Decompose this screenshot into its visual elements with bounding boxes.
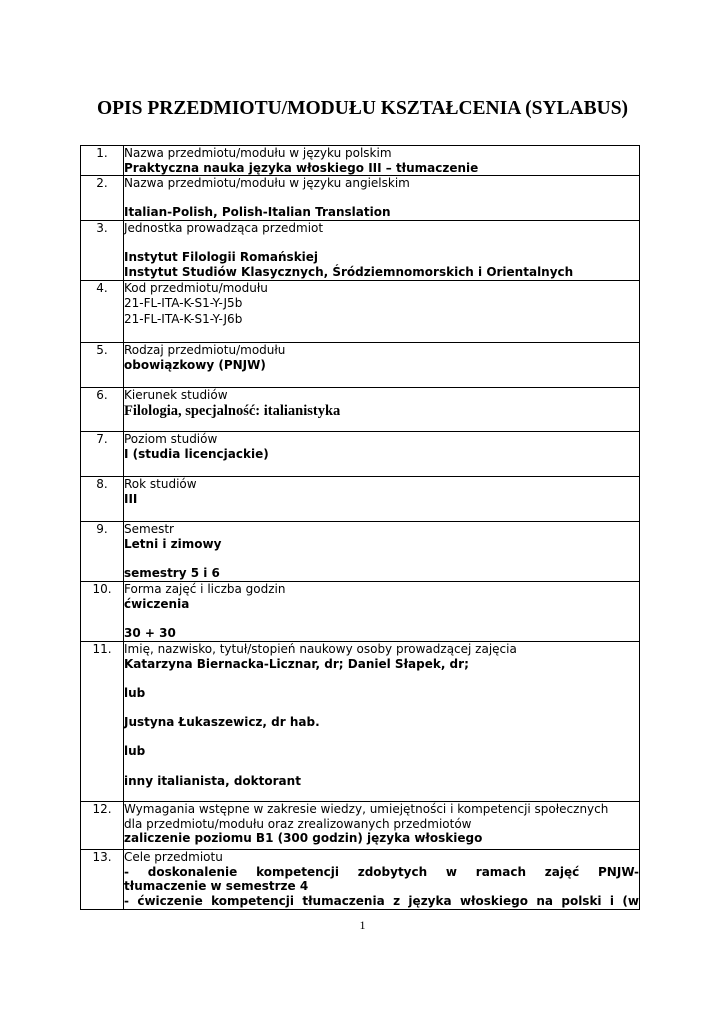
row-content [124,146,640,176]
table-row [81,388,640,432]
field-value: zaliczenie poziomu B1 (300 godzin) języka włoskiego [124,831,483,846]
field-label: Forma zajęć i liczba godzin [124,582,286,597]
field-value: Justyna Łukaszewicz, dr hab. [124,715,320,730]
field-label: Jednostka prowadząca przedmiot [124,221,324,236]
row-content [124,221,640,281]
row-content [124,176,640,221]
row-number: 1. [81,146,124,176]
field-label: Wymagania wstępne w zakresie wiedzy, umiejętności i kompetencji społecznych [124,802,609,817]
objective-line: - ćwiczenie kompetencji tłumaczenia z języka włoskiego na polski i (w [124,893,639,908]
table-row [81,221,640,281]
row-content [124,642,640,802]
row-number: 8. [81,477,124,522]
field-label: Semestr [124,522,174,537]
field-label: Poziom studiów [124,432,218,447]
row-content [124,522,640,582]
field-value: lub [124,744,146,759]
table-row [81,642,640,802]
row-number: 6. [81,388,124,432]
row-content [124,343,640,388]
row-content [124,388,640,432]
table-row [81,281,640,343]
page-number: 1 [359,918,366,932]
field-value: I (studia licencjackie) [124,446,269,461]
row-number: 5. [81,343,124,388]
table-row [81,582,640,642]
row-number: 10. [81,582,124,642]
field-value: lub [124,685,146,700]
row-content [124,432,640,477]
row-number: 7. [81,432,124,477]
page-title: OPIS PRZEDMIOTU/MODUŁU KSZTAŁCENIA (SYLABUS) [96,98,629,119]
table-row [81,850,640,909]
row-number: 4. [81,281,124,343]
table-row [81,432,640,477]
row-number: 13. [81,850,124,909]
table-row [81,343,640,388]
row-number: 9. [81,522,124,582]
table-row [81,176,640,221]
field-value: Instytut Studiów Klasycznych, Śródziemnomorskich i Orientalnych [124,264,574,279]
objective-line: tłumaczenie w semestrze 4 [124,879,309,894]
field-label: Rok studiów [124,477,197,492]
field-value: Filologia, specjalność: italianistyka [124,402,341,419]
course-code: 21-FL-ITA-K-S1-Y-J6b [124,312,243,327]
field-value: obowiązkowy (PNJW) [124,357,266,372]
field-label: Imię, nazwisko, tytuł/stopień naukowy osoby prowadzącej zajęcia [124,642,517,657]
field-label: Nazwa przedmiotu/modułu w języku polskim [124,146,392,160]
table-row [81,146,640,176]
field-value: Praktyczna nauka języka włoskiego III – tłumaczenie [124,160,479,175]
row-content [124,477,640,522]
field-value: Italian-Polish, Polish-Italian Translation [124,205,391,220]
field-value: Instytut Filologii Romańskiej [124,250,319,265]
table-row [81,522,640,582]
course-code: 21-FL-ITA-K-S1-Y-J5b [124,295,243,310]
row-number: 12. [81,802,124,850]
field-label: Cele przedmiotu [124,850,223,865]
field-value: inny italianista, doktorant [124,773,301,788]
field-label: dla przedmiotu/modułu oraz zrealizowanych przedmiotów [124,816,472,831]
row-content [124,802,640,850]
table-row [81,802,640,850]
row-content [124,281,640,343]
table-row [81,477,640,522]
field-value: ćwiczenia [124,596,190,611]
row-content [124,850,640,909]
field-label: Kierunek studiów [124,388,228,403]
row-number: 11. [81,642,124,802]
field-label: Nazwa przedmiotu/modułu w języku angielskim [124,176,410,191]
row-content [124,582,640,642]
field-value: III [124,491,138,506]
row-number: 3. [81,221,124,281]
syllabus-table [80,145,640,910]
field-label: Kod przedmiotu/modułu [124,281,268,296]
row-number: 2. [81,176,124,221]
field-value: semestry 5 i 6 [124,565,220,580]
field-value: Letni i zimowy [124,536,222,551]
field-label: Rodzaj przedmiotu/modułu [124,343,286,358]
field-value: 30 + 30 [124,625,176,640]
field-value: Katarzyna Biernacka-Licznar, dr; Daniel Słapek, dr; [124,656,469,671]
objective-line: - doskonalenie kompetencji zdobytych w ramach zajęć PNJW- [124,864,639,879]
